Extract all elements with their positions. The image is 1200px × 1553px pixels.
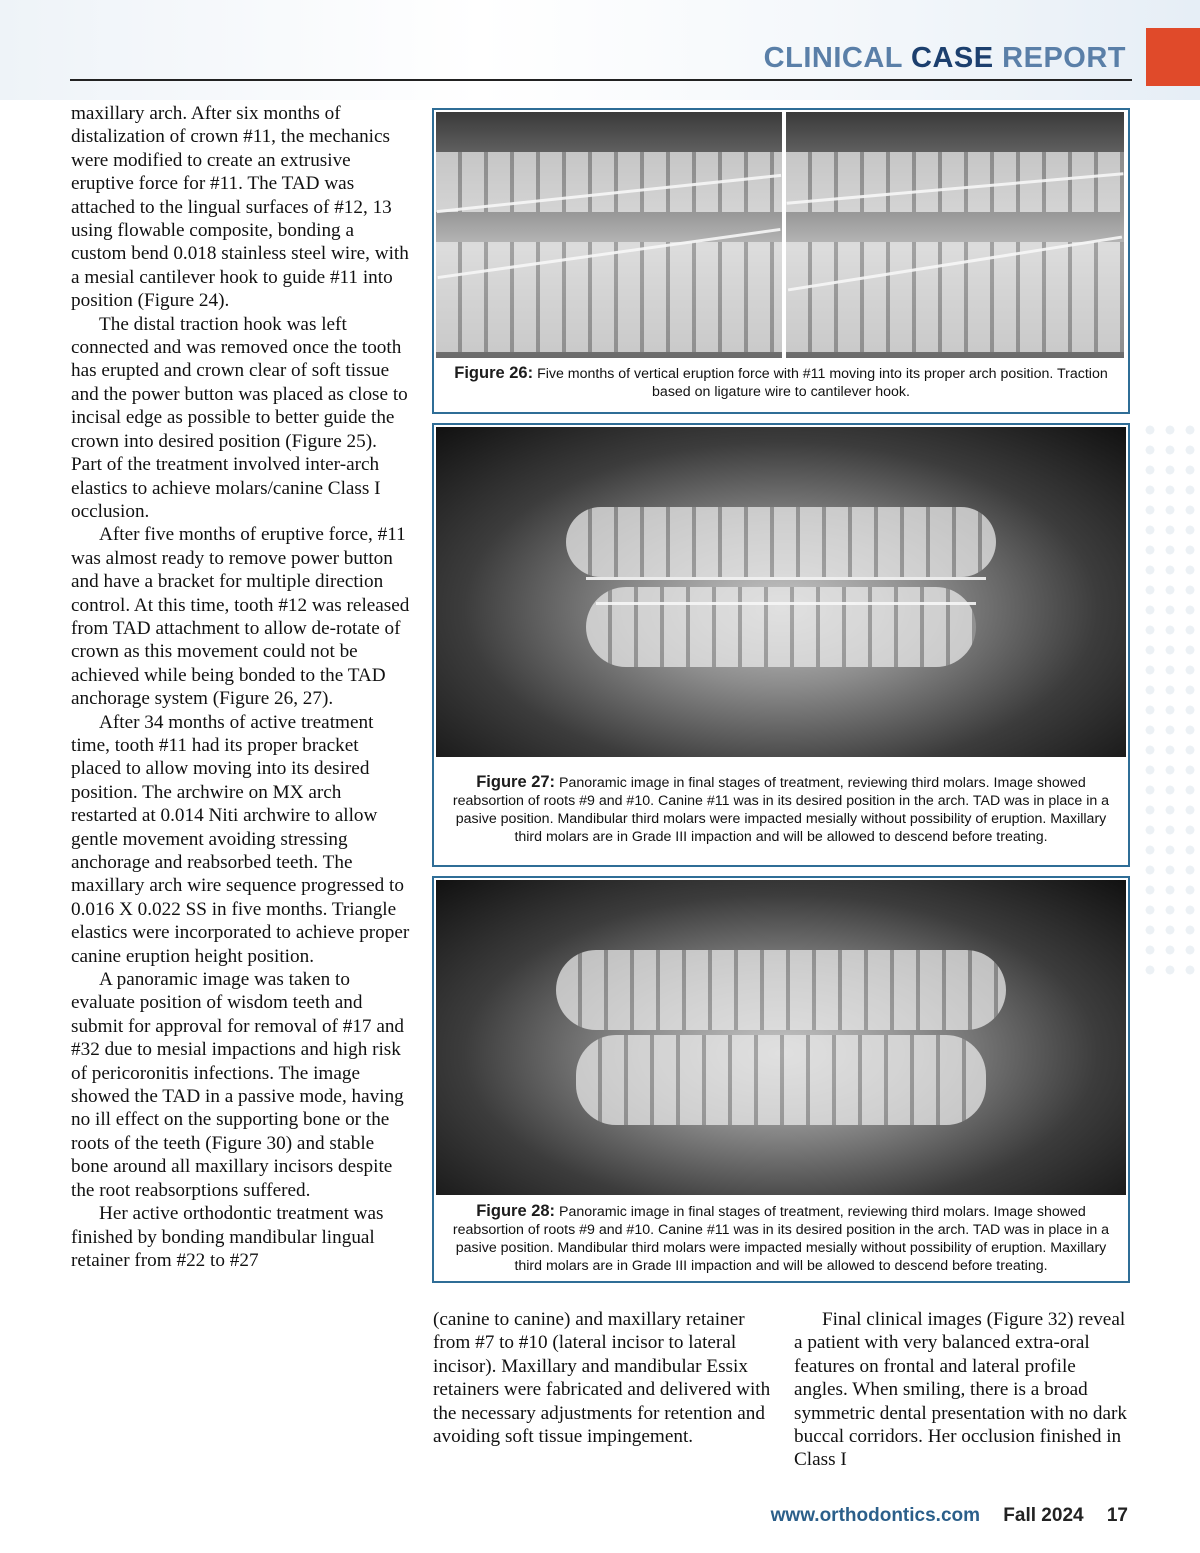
red-tab-accent: [1146, 28, 1200, 86]
right-paragraph: Final clinical images (Figure 32) reveal a patient with very balanced extra-oral features on frontal and lateral profile angles. When smiling, there is a broad symmetric dental presentation with no dark buccal corridors. Her occlusion finished in Class I: [794, 1309, 1128, 1471]
figure-28-caption: [440, 1202, 1122, 1275]
paragraph-4: After 34 months of active treatment time, tooth #11 had its proper bracket placed to allow moving into its desired position. The archwire on MX arch restarted at 0.014 Niti archwire to allow gentle movement avoiding stressing anchorage and reabsorbed teeth. The maxillary arch wire sequence progressed to 0.016 X 0.022 SS in five months. Triangle elastics were incorporated to achieve proper canine eruption height position.: [71, 711, 410, 967]
footer-issue: Fall 2024: [1003, 1505, 1084, 1526]
paragraph-2: The distal traction hook was left connected and was removed once the tooth has erupted and crown clear of soft tissue and the power button was placed as close to incisal edge as possible to better guide the crown into desired position (Figure 25). Part of the treatment involved inter-arch elastics to achieve molars/canine Class I occlusion.: [71, 313, 408, 522]
left-text-column: [71, 102, 411, 1272]
figure-26-caption-text: Five months of vertical eruption force with #11 moving into its proper arch position. Traction based on ligature wire to cantilever hook.: [537, 366, 1108, 400]
page-footer: [771, 1505, 1128, 1527]
figure-28-panoramic-image: [436, 880, 1126, 1195]
figure-27-label: Figure 27:: [476, 773, 556, 791]
figure-27: [432, 423, 1130, 867]
figure-26-xray-left: [436, 112, 782, 358]
footer-url: www.orthodontics.com: [770, 1505, 981, 1526]
paragraph-1: maxillary arch. After six months of distalization of crown #11, the mechanics were modified to create an extrusive eruptive force for #11. The TAD was attached to the lingual surfaces of #12, 13 using flowable composite, bonding a custom bend 0.018 stainless steel wire, with a mesial cantilever hook to guide #11 into position (Figure 24).: [71, 103, 409, 312]
figure-28-label: Figure 28:: [476, 1202, 556, 1220]
right-text-column: [794, 1308, 1129, 1472]
figure-26-label: Figure 26:: [454, 364, 534, 382]
header-divider: [70, 79, 1132, 81]
middle-text-column: [433, 1308, 773, 1448]
paragraph-5: A panoramic image was taken to evaluate position of wisdom teeth and submit for approval for removal of #17 and #32 due to mesial impactions and high risk of pericoronitis infections. The image showed the TAD in a passive mode, having no ill effect on the supporting bone or the roots of the teeth (Figure 30) and stable bone around all maxillary incisors despite the root reabsorptions suffered.: [71, 969, 405, 1201]
section-title-word-3: REPORT: [1002, 42, 1126, 74]
figure-26-caption: [440, 364, 1122, 401]
section-title: [764, 42, 1126, 75]
figure-26: [432, 108, 1130, 414]
section-title-word-2: CASE: [911, 42, 994, 74]
section-title-word-1: CLINICAL: [763, 42, 903, 74]
middle-paragraph: (canine to canine) and maxillary retainer from #7 to #10 (lateral incisor to lateral incisor). Maxillary and mandibular Essix retainers were fabricated and delivered with the necessary adjustments for retention and avoiding soft tissue impingement.: [433, 1309, 771, 1448]
decorative-dots: [1140, 420, 1200, 980]
figure-28: [432, 876, 1130, 1283]
paragraph-6: Her active orthodontic treatment was finished by bonding mandibular lingual retainer from #22 to #27: [71, 1203, 384, 1271]
paragraph-3: After five months of eruptive force, #11 was almost ready to remove power button and have a bracket for multiple direction control. At this time, tooth #12 was released from TAD attachment to allow de-rotate of crown as this movement could not be achieved while being bonded to the TAD anchorage system (Figure 26, 27).: [71, 524, 410, 710]
figure-27-caption: [440, 773, 1122, 846]
figure-28-caption-text: Panoramic image in final stages of treatment, reviewing third molars. Image showed reabsortion of roots #9 and #10. Canine #11 was in its desired position in the arch. TAD was in place in a pasive position. Mandibular third molars were impacted mesially without possibility of eruption. Maxillary third molars are in Grade III impaction and will be allowed to descend before treating.: [452, 1204, 1110, 1274]
page-number: 17: [1106, 1505, 1128, 1526]
figure-26-xray-right: [786, 112, 1124, 358]
figure-27-caption-text: Panoramic image in final stages of treatment, reviewing third molars. Image showed reabsortion of roots #9 and #10. Canine #11 was in its desired position in the arch. TAD was in place in a pasive position. Mandibular third molars were impacted mesially without possibility of eruption. Maxillary third molars are in Grade III impaction and will be allowed to descend before treating.: [452, 775, 1110, 845]
figure-27-panoramic-image: [436, 427, 1126, 757]
